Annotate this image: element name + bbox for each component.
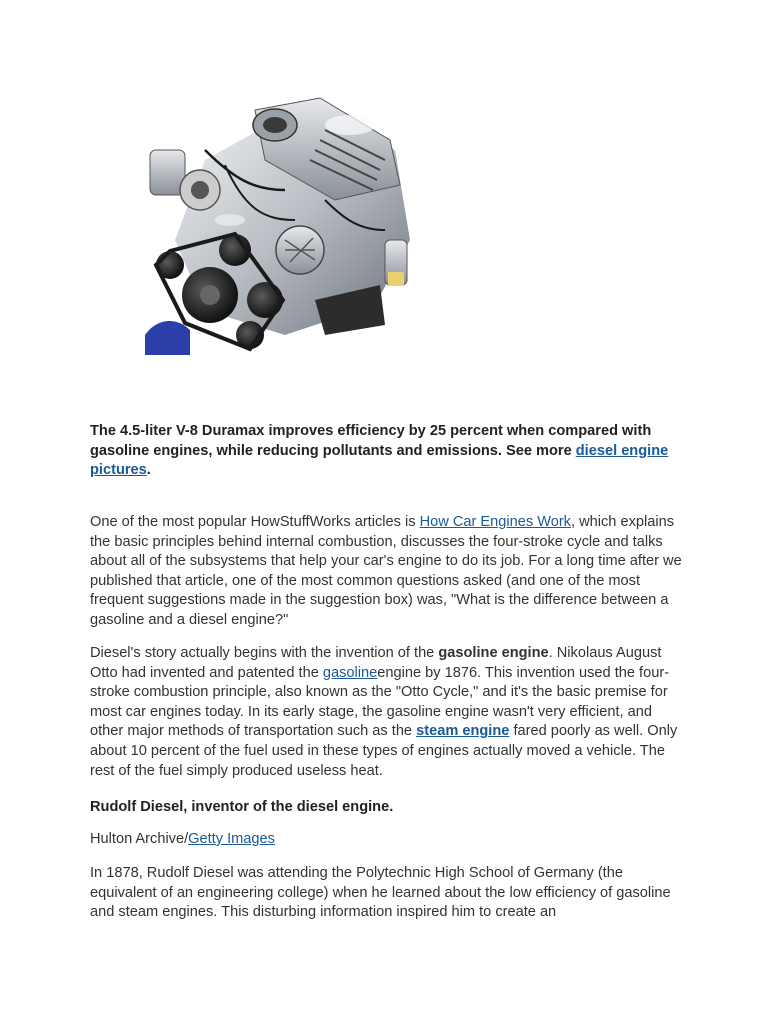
history-text-3: engine by 1876. This invention used the four-stroke combustion principle, also known as the "Otto Cycle," and it's the basic premise for most car engines today. In its early stage, the gasoline engine wasn't very efficient, and other major methods of transportation such as the: [90, 664, 670, 740]
paragraph-1878: In 1878, Rudolf Diesel was attending the Polytechnic High School of Germany (the equivalent of an engineering college) when he learned about the low efficiency of gasoline and steam engines. This disturbing information inspired him to create an: [90, 865, 671, 921]
diesel-engine-pictures-link[interactable]: diesel engine pictures: [90, 442, 669, 479]
paragraph-intro: [90, 513, 682, 631]
engine-image: [145, 90, 435, 355]
how-car-engines-work-link[interactable]: How Car Engines Work: [419, 514, 571, 530]
caption-text: The 4.5-liter V-8 Duramax improves efficiency by 25 percent when compared with gasoline engines, while reducing pollutants and emissions. See more: [90, 423, 652, 459]
steam-engine-link[interactable]: steam engine: [416, 723, 510, 740]
photo-credit-text: Hulton Archive/: [90, 831, 189, 847]
caption-end: .: [146, 462, 151, 479]
history-text-4: fared poorly as well. Only about 10 percent of the fuel used in these types of engines actually moved a vehicle. The rest of the fuel simply produced useless heat.: [90, 723, 678, 779]
history-text-1: Diesel's story actually begins with the invention of the: [90, 645, 439, 661]
intro-text-end: , which explains the basic principles behind internal combustion, discusses the four-stroke cycle and talks about all of the subsystems that help your car's engine to do its job. For a long time after we published that article, one of the most common questions asked (and one of the most frequent suggestions made in the suggestion box) was, "What is the difference between a gasoline and a diesel engine?": [90, 514, 682, 628]
photo-caption-rudolf-diesel: Rudolf Diesel, inventor of the diesel engine.: [90, 799, 394, 815]
getty-images-link[interactable]: Getty Images: [188, 831, 275, 847]
paragraph-history: [90, 644, 682, 781]
gasoline-engine-bold: gasoline engine: [438, 645, 549, 661]
intro-text-start: One of the most popular HowStuffWorks articles is: [90, 514, 420, 530]
gasoline-link[interactable]: gasoline: [322, 664, 378, 681]
image-caption: [90, 422, 680, 481]
photo-credit: [90, 830, 682, 850]
history-text-2: . Nikolaus August Otto had invented and patented the: [90, 645, 662, 681]
